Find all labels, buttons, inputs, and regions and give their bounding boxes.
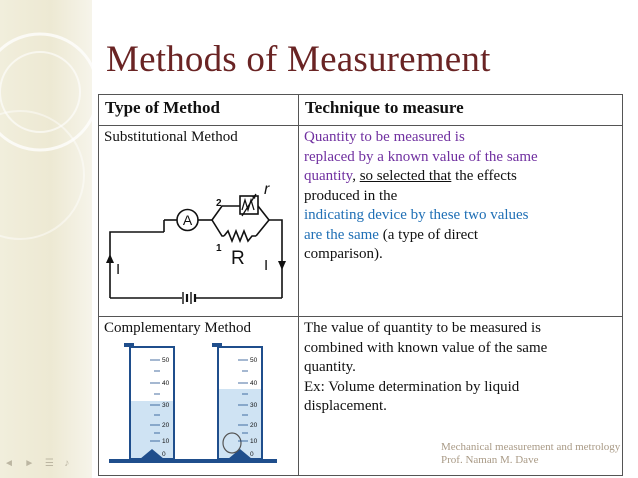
node-label-1: 1 <box>216 242 222 254</box>
current-arrow-up-icon <box>106 254 114 263</box>
text-span: so selected that <box>359 168 452 184</box>
svg-text:40: 40 <box>162 379 170 387</box>
methods-table <box>98 94 623 476</box>
text-line: comparison). <box>304 246 383 262</box>
svg-text:20: 20 <box>162 421 170 429</box>
next-arrow-icon[interactable]: ► <box>24 458 39 469</box>
text-line: replaced by a known value of the same <box>304 148 538 165</box>
svg-text:10: 10 <box>162 437 170 445</box>
decorative-circles <box>0 0 98 478</box>
footer-author: Prof. Naman M. Dave <box>441 454 539 466</box>
text-line <box>304 167 617 187</box>
svg-text:40: 40 <box>250 379 258 387</box>
method-name: Complementary Method <box>104 320 252 336</box>
slide-footer <box>441 441 620 467</box>
text-line: Quantity to be measured is <box>304 129 465 145</box>
prev-arrow-icon[interactable]: ◄ <box>4 458 18 469</box>
method-name: Substitutional Method <box>104 129 238 145</box>
slide-nav-controls <box>4 458 73 469</box>
text-span: (a type of direct <box>378 226 479 243</box>
text-line: produced in the <box>304 187 398 204</box>
text-span: are the same <box>304 226 379 243</box>
method-cell <box>99 126 299 317</box>
text-line: Ex: Volume determination by liquid <box>304 378 520 395</box>
technique-cell <box>299 126 623 317</box>
footer-course: Mechanical measurement and metrology <box>441 441 621 453</box>
node-label-2: 2 <box>216 197 222 209</box>
text-line <box>304 226 617 246</box>
table-header-row <box>99 95 623 126</box>
sound-icon[interactable]: ♪ <box>64 458 74 469</box>
menu-icon[interactable]: ☰ <box>44 458 58 469</box>
header-technique: Technique to measure <box>299 95 623 126</box>
variable-resistor-label: r <box>264 180 270 198</box>
text-line: combined with known value of the same <box>304 339 548 356</box>
measuring-cylinder-icon <box>212 343 262 459</box>
svg-text:50: 50 <box>250 356 258 364</box>
svg-text:10: 10 <box>250 437 258 445</box>
current-label-left: I <box>116 260 121 278</box>
ammeter-label: A <box>182 211 193 228</box>
method-cell <box>99 317 299 476</box>
measuring-cylinder-icon <box>124 343 174 459</box>
text-span: quantity <box>304 168 353 184</box>
svg-text:20: 20 <box>250 421 258 429</box>
svg-text:30: 30 <box>162 401 170 409</box>
text-line: The value of quantity to be measured is <box>304 320 542 336</box>
svg-text:0: 0 <box>250 450 254 458</box>
svg-text:0: 0 <box>162 450 166 458</box>
current-arrow-down-icon <box>278 261 286 270</box>
substitution-circuit-diagram <box>104 148 289 308</box>
header-type-of-method: Type of Method <box>99 95 299 126</box>
measuring-cylinders-illustration <box>104 339 289 467</box>
table-row <box>99 126 623 317</box>
text-line: displacement. <box>304 398 387 414</box>
resistor-label: R <box>231 247 245 269</box>
current-label-right: I <box>264 256 269 274</box>
text-span: the effects <box>451 168 517 184</box>
text-span: , <box>352 168 360 184</box>
svg-text:30: 30 <box>250 401 258 409</box>
slide-title: Methods of Measurement <box>106 39 491 80</box>
text-line: quantity. <box>304 359 356 375</box>
svg-text:50: 50 <box>162 356 170 364</box>
text-line: indicating device by these two values <box>304 207 529 223</box>
